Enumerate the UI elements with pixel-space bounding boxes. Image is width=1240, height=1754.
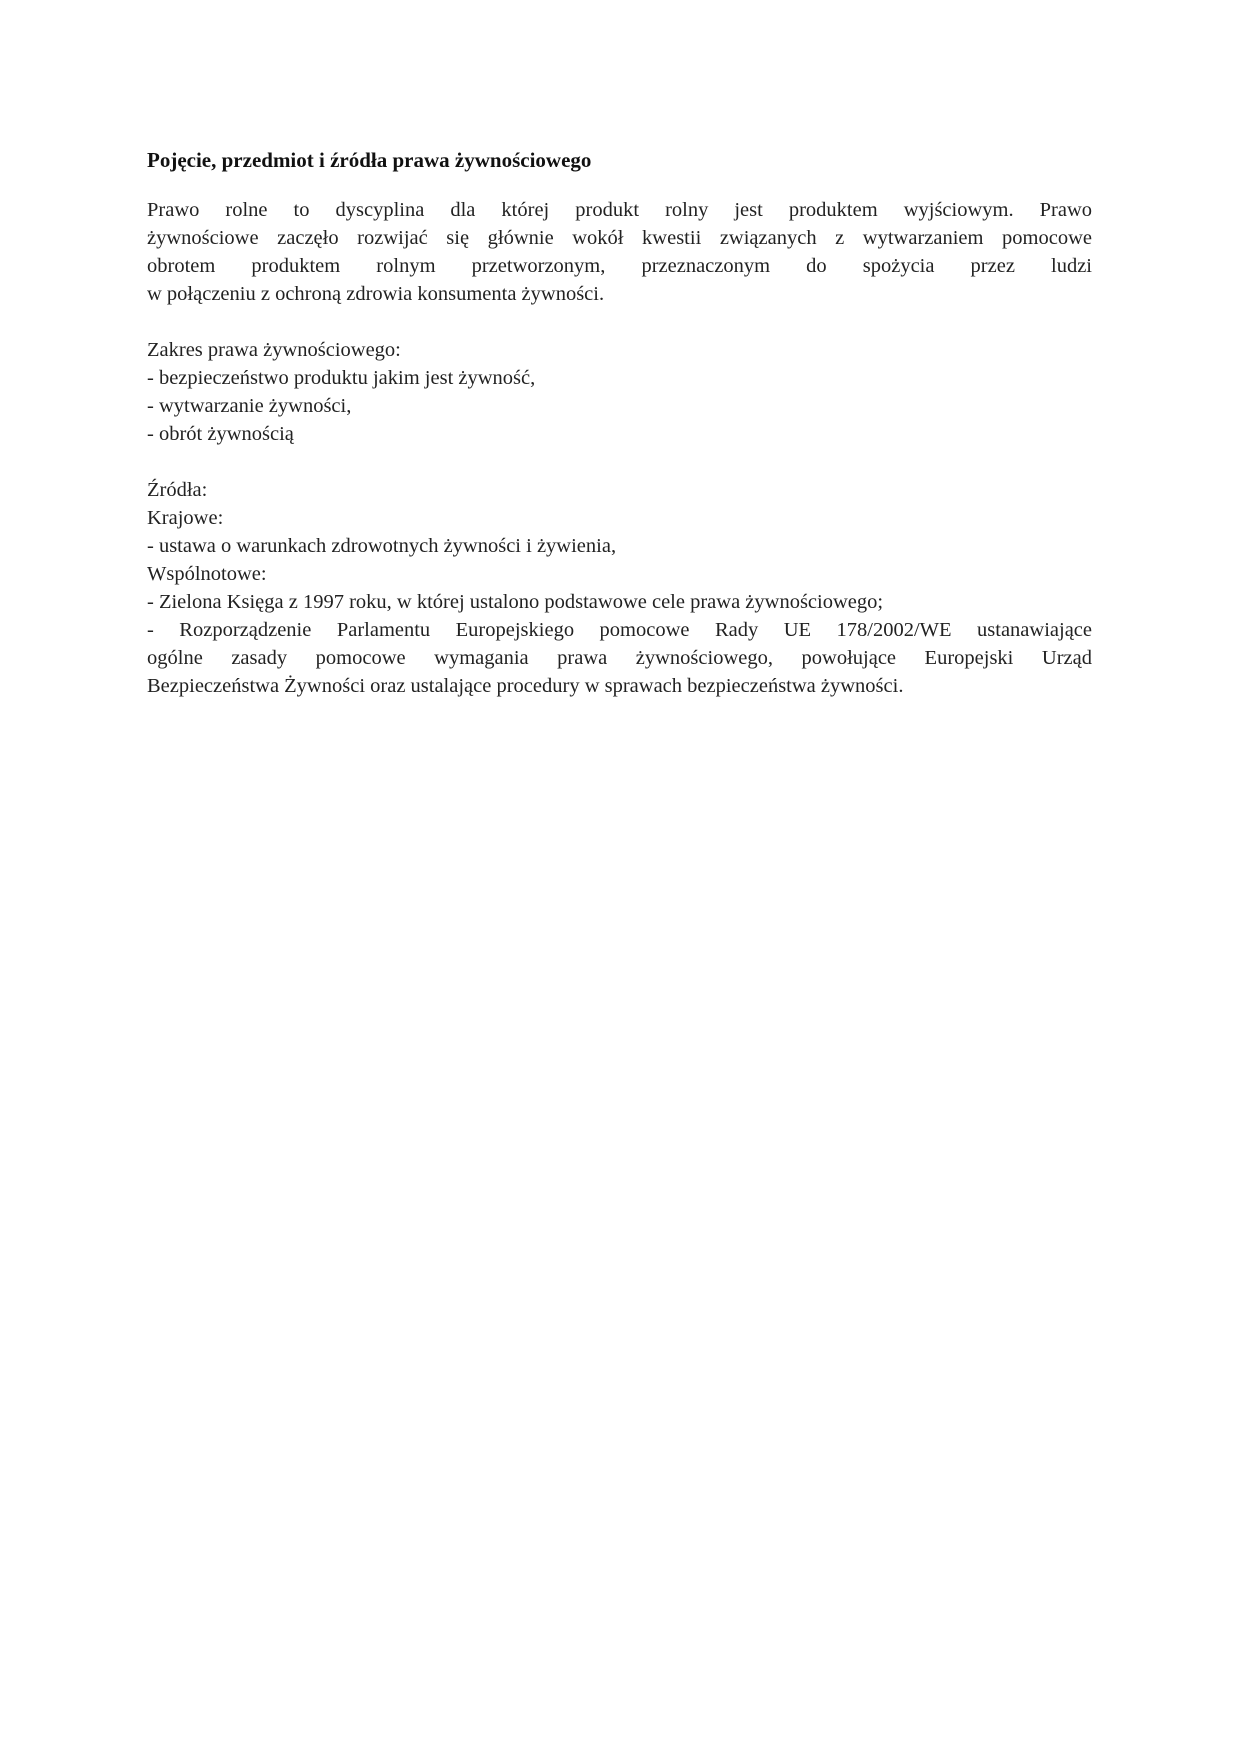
national-source-item: - ustawa o warunkach zdrowotnych żywności i żywienia, [147,535,617,557]
scope-item: - wytwarzanie żywności, [147,395,352,417]
intro-line: w połączeniu z ochroną zdrowia konsumenta żywności. [147,283,605,305]
scope-section [147,336,1092,448]
community-source-item: - Zielona Księga z 1997 roku, w której ustalono podstawowe cele prawa żywnościowego; [147,591,884,613]
regulation-line: ogólne zasady pomocowe wymagania prawa żywnościowego, powołujące Europejski Urząd [147,647,1092,669]
intro-line: żywnościowe zaczęło rozwijać się głównie wokół kwestii związanych z wytwarzaniem pomocowe [147,227,1092,249]
scope-heading: Zakres prawa żywnościowego: [147,339,401,361]
intro-line: Prawo rolne to dyscyplina dla której produkt rolny jest produktem wyjściowym. Prawo [147,199,1092,221]
document-content [147,146,1092,700]
sources-section [147,476,1092,700]
scope-item: - obrót żywnością [147,423,294,445]
community-sources-heading: Wspólnotowe: [147,563,267,585]
document-title: Pojęcie, przedmiot i źródła prawa żywnościowego [147,148,592,172]
regulation-line: - Rozporządzenie Parlamentu Europejskiego pomocowe Rady UE 178/2002/WE ustanawiające [147,619,1092,641]
national-sources-heading: Krajowe: [147,507,224,529]
regulation-line: Bezpieczeństwa Żywności oraz ustalające procedury w sprawach bezpieczeństwa żywności. [147,675,904,697]
intro-line: obrotem produktem rolnym przetworzonym, przeznaczonym do spożycia przez ludzi [147,255,1092,277]
sources-heading: Źródła: [147,479,208,501]
scope-item: - bezpieczeństwo produktu jakim jest żywność, [147,367,536,389]
intro-paragraph [147,196,1092,308]
